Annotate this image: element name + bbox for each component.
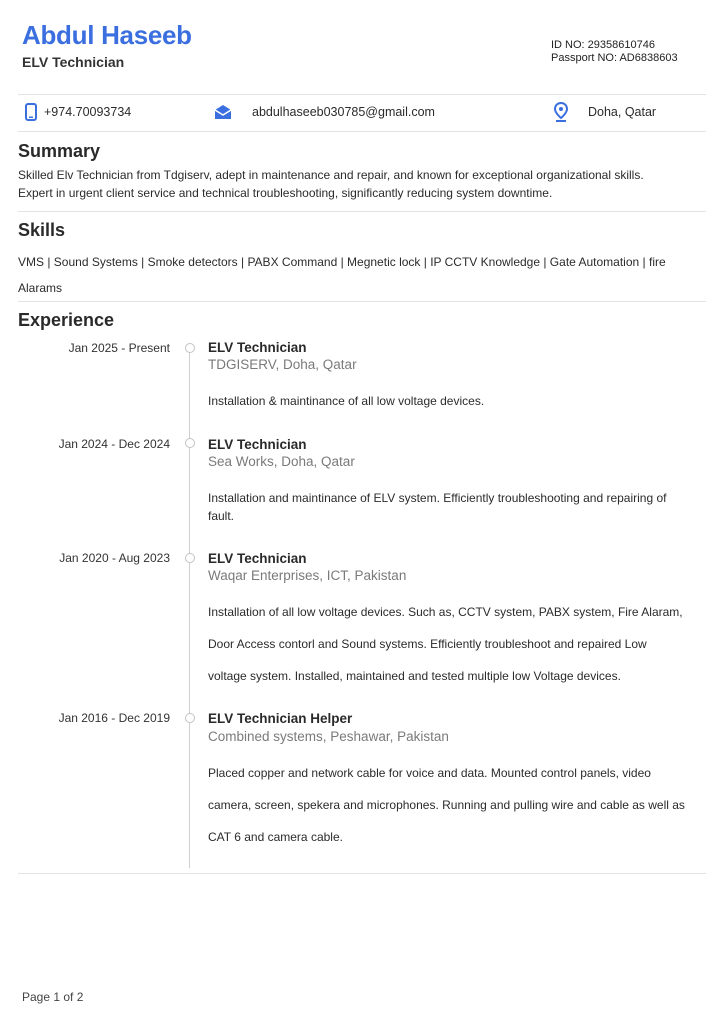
- job-date: Jan 2025 - Present: [68, 341, 170, 355]
- id-number: ID NO: 29358610746: [551, 39, 655, 51]
- timeline-dot: [185, 553, 195, 563]
- summary-line: Expert in urgent client service and technical troubleshooting, significantly reducing system downtime.: [18, 185, 553, 200]
- summary-text: [18, 167, 708, 202]
- skills-heading: Skills: [18, 220, 66, 240]
- job-title: ELV Technician: [208, 551, 307, 566]
- job-company: Combined systems, Peshawar, Pakistan: [208, 729, 449, 744]
- email-address: abdulhaseeb030785@gmail.com: [252, 105, 435, 119]
- experience-heading: Experience: [18, 310, 115, 330]
- phone-icon: [22, 102, 40, 122]
- job-company: Sea Works, Doha, Qatar: [208, 454, 355, 469]
- summary-line: Skilled Elv Technician from Tdgiserv, adept in maintenance and repair, and known for exceptional organizational skills.: [18, 168, 644, 182]
- job-description-line: Placed copper and network cable for voice and data. Mounted control panels, video: [208, 766, 651, 780]
- contact-phone: [22, 99, 131, 125]
- job-title: ELV Technician: [208, 437, 307, 452]
- divider: [18, 94, 706, 95]
- divider: [18, 131, 706, 132]
- job-company: Waqar Enterprises, ICT, Pakistan: [208, 568, 407, 583]
- job-description-line: Door Access contorl and Sound systems. Efficiently troubleshoot and repaired Low: [208, 637, 647, 651]
- timeline-line: [189, 352, 190, 868]
- candidate-name: Abdul Haseeb: [22, 20, 192, 50]
- candidate-role: ELV Technician: [22, 54, 125, 70]
- timeline-dot: [185, 343, 195, 353]
- job-description-line: Installation and maintinance of ELV system. Efficiently troubleshooting and repairing of: [208, 491, 667, 505]
- divider: [18, 301, 706, 302]
- skills-text: [18, 250, 708, 301]
- skills-line: Alarams: [18, 280, 63, 295]
- job-description: [208, 393, 706, 411]
- location-pin-icon: [552, 102, 570, 122]
- passport-number: Passport NO: AD6838603: [551, 52, 678, 64]
- job-description-line: CAT 6 and camera cable.: [208, 830, 343, 844]
- contact-location: [552, 99, 656, 125]
- divider: [18, 211, 706, 212]
- job-description-line: camera, screen, spekera and microphones. Running and pulling wire and cable as well as: [208, 798, 685, 812]
- job-description-line: Installation of all low voltage devices. Such as, CCTV system, PABX system, Fire Alaram,: [208, 605, 683, 619]
- phone-number: +974.70093734: [44, 105, 132, 119]
- id-block: [551, 39, 678, 65]
- mail-icon: [214, 102, 232, 122]
- job-description: [208, 757, 706, 853]
- job-date: Jan 2024 - Dec 2024: [58, 437, 170, 451]
- timeline-dot: [185, 713, 195, 723]
- job-description: [208, 490, 706, 525]
- job-description-line: Installation & maintinance of all low voltage devices.: [208, 394, 485, 408]
- job-description-line: fault.: [208, 508, 235, 523]
- job-title: ELV Technician: [208, 340, 307, 355]
- job-date: Jan 2020 - Aug 2023: [59, 551, 170, 565]
- location-text: Doha, Qatar: [588, 105, 657, 119]
- job-description: [208, 596, 706, 692]
- job-company: TDGISERV, Doha, Qatar: [208, 357, 357, 372]
- job-description-line: voltage system. Installed, maintained and tested multiple low Voltage devices.: [208, 669, 621, 683]
- timeline-dot: [185, 438, 195, 448]
- skills-line: VMS | Sound Systems | Smoke detectors | PABX Command | Megnetic lock | IP CCTV Knowledge | Gate Automation | fire: [18, 255, 666, 269]
- page-number: Page 1 of 2: [22, 990, 84, 1004]
- contact-email: [214, 99, 435, 125]
- job-date: Jan 2016 - Dec 2019: [58, 711, 170, 725]
- summary-heading: Summary: [18, 141, 101, 161]
- divider: [18, 873, 706, 874]
- job-title: ELV Technician Helper: [208, 711, 353, 726]
